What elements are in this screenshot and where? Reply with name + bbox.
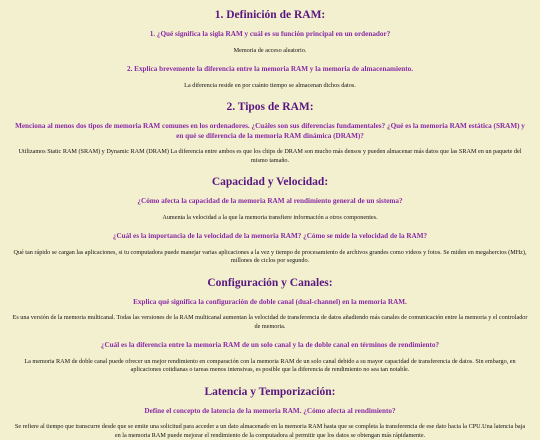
section-title: 2. Tipos de RAM:	[6, 100, 534, 114]
question: Explica qué significa la configuración de doble canal (dual-channel) en la memoria RAM.	[12, 298, 528, 308]
section-definicion-ram	[6, 8, 534, 90]
qa-item	[6, 232, 534, 266]
qa-item	[6, 407, 534, 440]
section-title: Configuración y Canales:	[6, 276, 534, 290]
question: 1. ¿Qué significa la sigla RAM y cuál es su función principal en un ordenador?	[12, 30, 528, 40]
answer: Qué tan rápido se cargan las aplicaciones, si tu computadora puede manejar varias aplicaciones a la vez y tiempo de procesamiento de archivos grandes como videos y fotos. Se miden en megahercios (MHz), millones de ciclos por segundo.	[12, 249, 528, 266]
question: 2. Explica brevemente la diferencia entre la memoria RAM y la memoria de almacenamiento.	[12, 65, 528, 75]
answer: Utilizamos Static RAM (SRAM) y Dynamic RAM (DRAM) La diferencia entre ambos es que los chips de DRAM son mucho más densos y pueden almacenar más datos que las SRAM en un paquete del mismo tamaño.	[12, 148, 528, 165]
qa-item	[6, 197, 534, 222]
answer: La diferencia reside en por cuánto tiempo se almacenan dichos datos.	[12, 82, 528, 91]
question: ¿Cómo afecta la capacidad de la memoria RAM al rendimiento general de un sistema?	[12, 197, 528, 207]
section-title: 1. Definición de RAM:	[6, 8, 534, 22]
section-capacidad-velocidad	[6, 175, 534, 266]
qa-item	[6, 341, 534, 375]
section-title: Latencia y Temporización:	[6, 385, 534, 399]
section-title: Capacidad y Velocidad:	[6, 175, 534, 189]
section-tipos-ram	[6, 100, 534, 165]
qa-item	[6, 122, 534, 165]
answer: Se refiere al tiempo que transcurre desde que se emite una solicitud para acceder a un dato almacenado en la memoria RAM hasta que se completa la transferencia de ese dato hacia la CPU.Una latencia baja en la memoria RAM puede mejorar el rendimiento de la computadora al permitir que los datos se obtengan más rápidamente.	[12, 423, 528, 440]
qa-item	[6, 65, 534, 90]
answer: Es una versión de la memoria multicanal. Todas las versiones de la RAM multicanal aumentan la velocidad de transferencia de datos añadiendo más canales de comunicación entre la memoria y el controlador de memoria.	[12, 314, 528, 331]
question: Menciona al menos dos tipos de memoria RAM comunes en los ordenadores. ¿Cuáles son sus diferencias fundamentales? ¿Qué es la memoria RAM estática (SRAM) y en qué se diferencia de la memoria RAM dinámica (DRAM)?	[12, 122, 528, 141]
question: Define el concepto de latencia de la memoria RAM. ¿Cómo afecta al rendimiento?	[12, 407, 528, 417]
question: ¿Cuál es la diferencia entre la memoria RAM de un solo canal y la de doble canal en términos de rendimiento?	[12, 341, 528, 351]
answer: La memoria RAM de doble canal puede ofrecer un mejor rendimiento en comparación con la memoria RAM de un solo canal debido a su mayor capacidad de transferencia de datos. Sin embargo, en aplicaciones cotidianas o tareas menos intensivas, es posible que la diferencia de rendimiento no sea tan notable.	[12, 358, 528, 375]
answer: Aumenta la velocidad a la que la memoria transfiere información a otros componentes.	[12, 214, 528, 223]
qa-item	[6, 30, 534, 55]
section-configuracion-canales	[6, 276, 534, 375]
answer: Memoria de acceso aleatorio.	[12, 47, 528, 56]
question: ¿Cuál es la importancia de la velocidad de la memoria RAM? ¿Cómo se mide la velocidad de la RAM?	[12, 232, 528, 242]
section-latencia-temporizacion	[6, 385, 534, 440]
qa-item	[6, 298, 534, 332]
